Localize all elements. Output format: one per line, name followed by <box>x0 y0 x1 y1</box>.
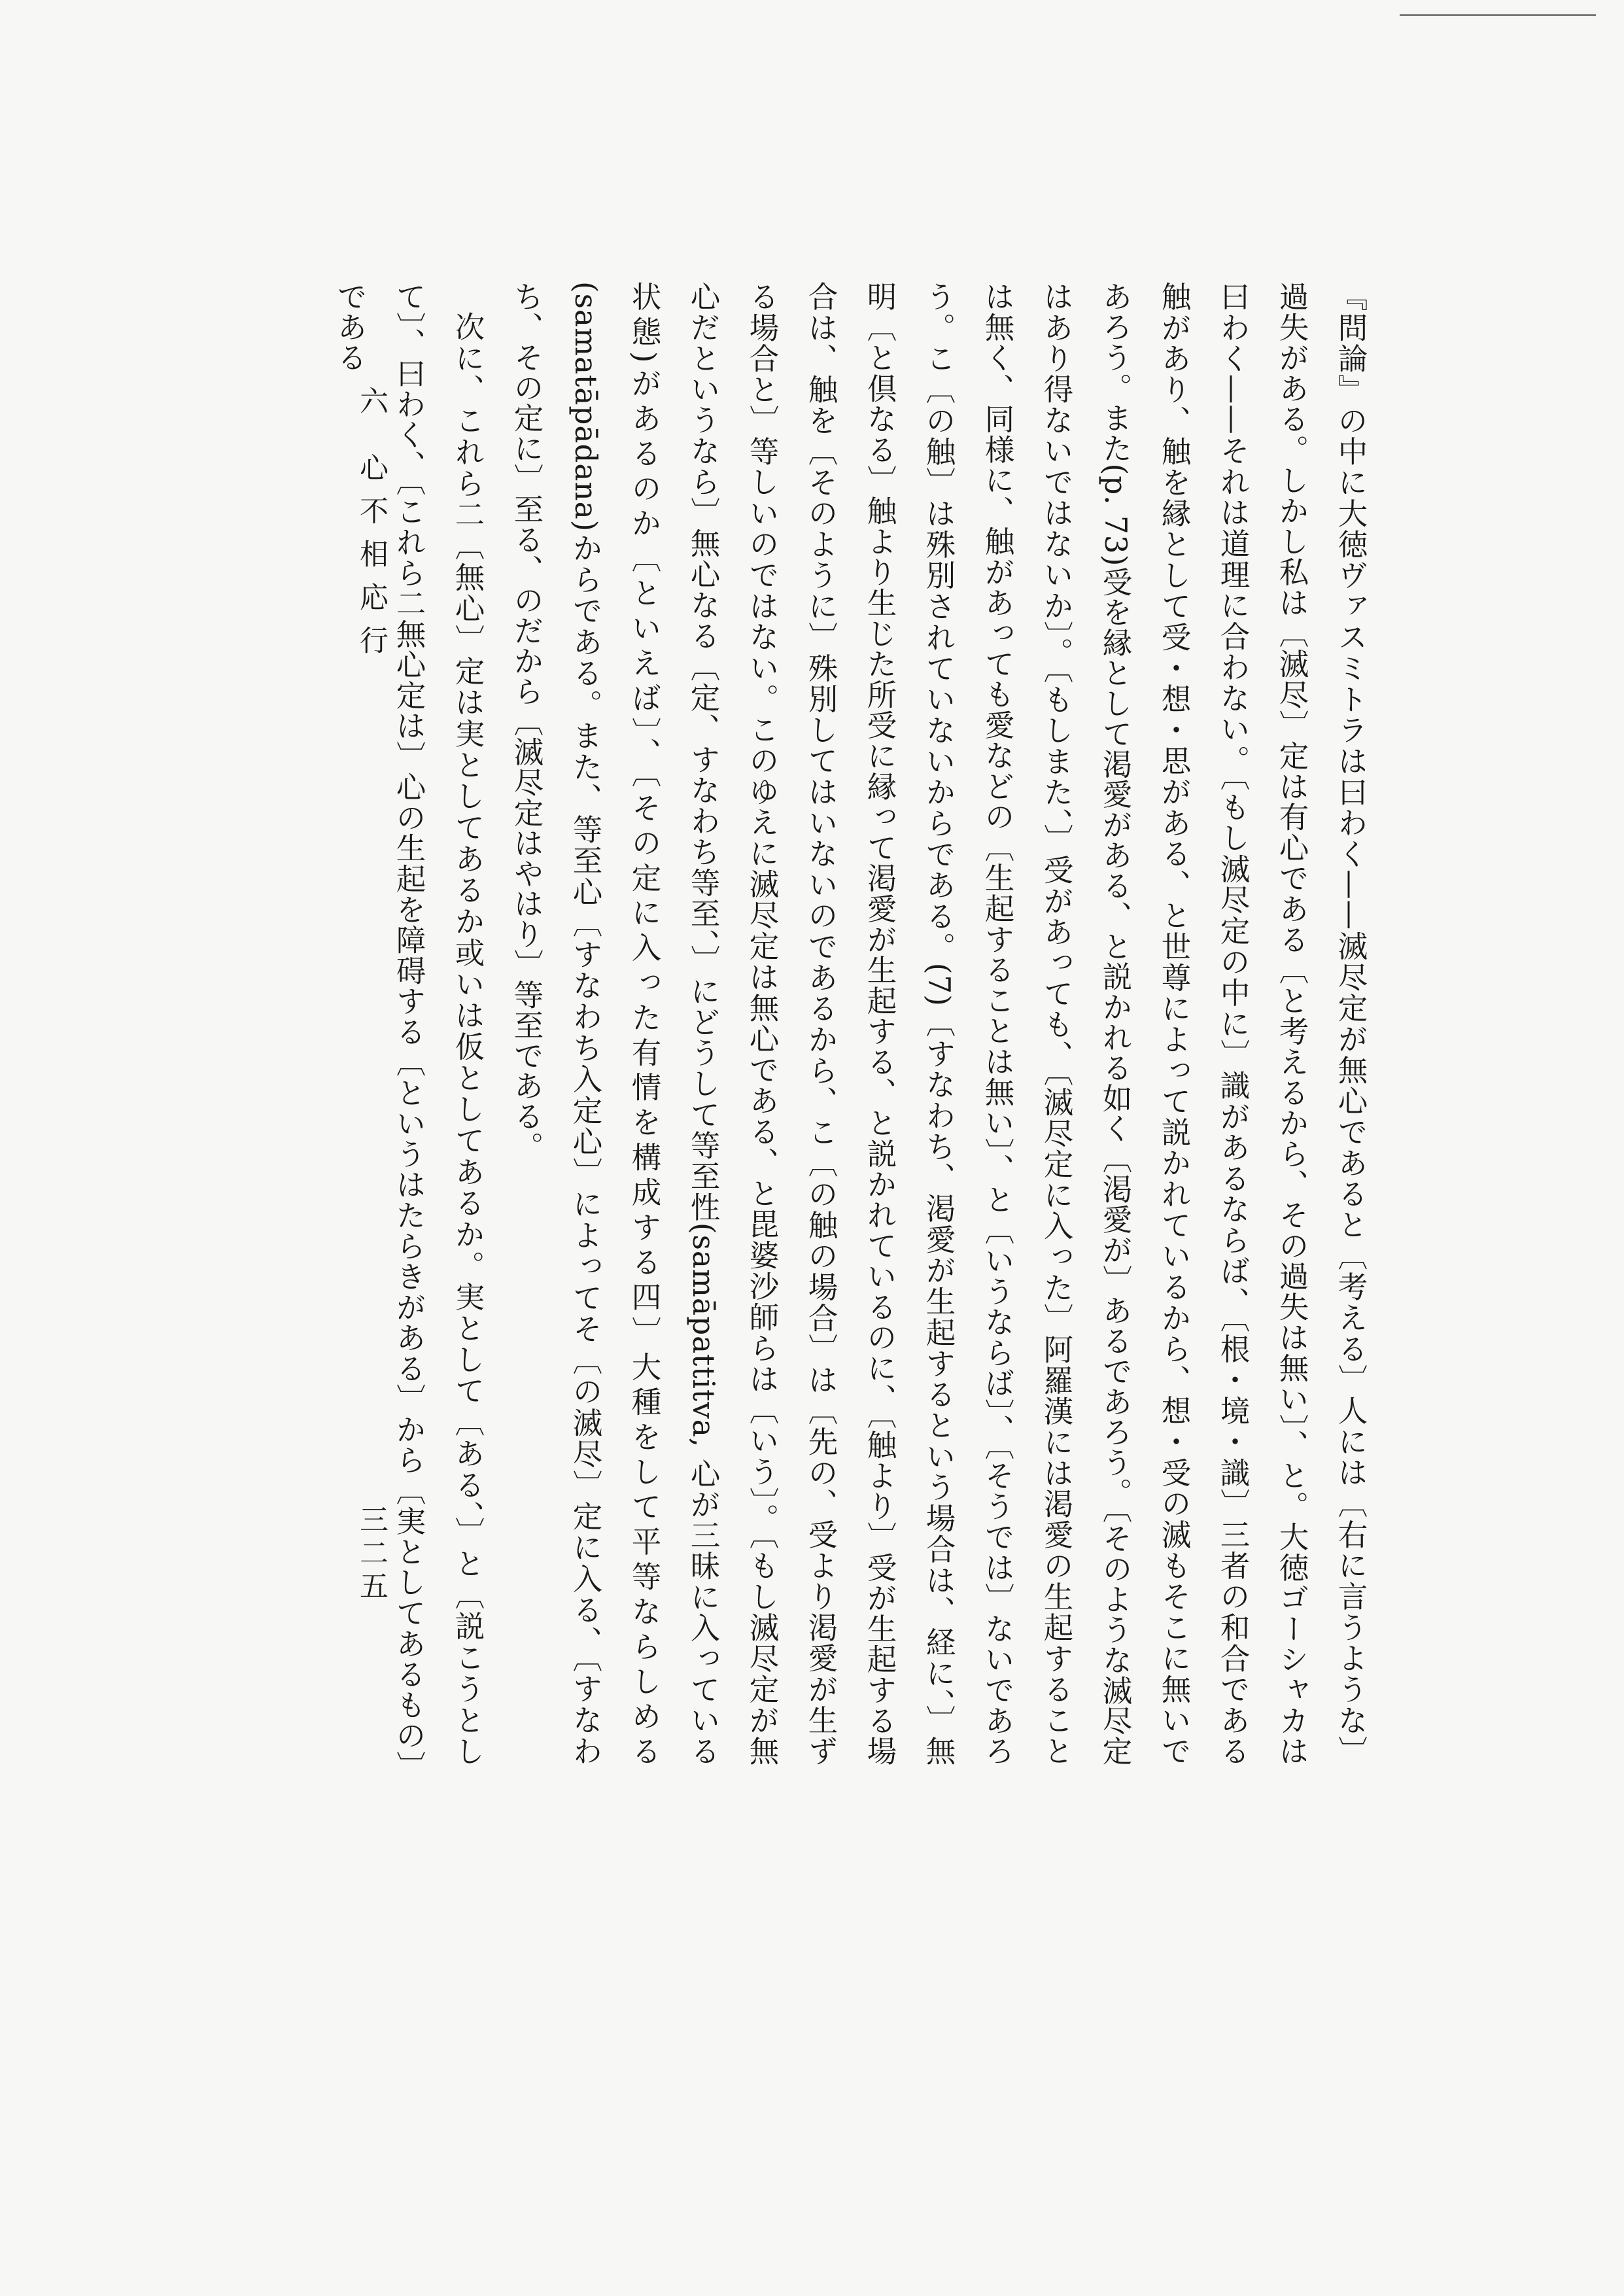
scan-rule-line <box>1400 14 1596 16</box>
page-number: 三二五 <box>354 1505 388 1604</box>
paragraph-2: 次に、これら二〔無心〕定は実としてあるか或いは仮としてあるか。実として〔ある、〕と〔説こうとして〕、曰わく、〔これら二無心定は〕心の生起を障碍する〔というはたらきがある〕から〔実としてあるもの〕である <box>333 281 485 1766</box>
running-head: 六 心不相応行 <box>354 386 388 669</box>
paragraph-1: 『問論』の中に大徳ヴァスミトラは曰わく——滅尽定が無心であると〔考える〕人には〔右に言うような〕過失がある。しかし私は〔滅尽〕定は有心である〔と考えるから、その過失は無い〕、と。大徳ゴーシャカは曰わく——それは道理に合わない。〔もし滅尽定の中に〕識があるならば、〔根・境・識〕三者の和合である触があり、触を縁として受・想・思がある、と世尊によって説かれているから、想・受の滅もそこに無いであろう。また(p. 73)受を縁として渇愛がある、と説かれる如く〔渇愛が〕あるであろう。〔そのような滅尽定はあり得ないではないか〕。〔もしまた、〕受があっても、〔滅尽定に入った〕阿羅漢には渇愛の生起することは無く、同様に、触があっても愛などの〔生起することは無い〕、と〔いうならば〕、〔そうでは〕ないであろう。こ〔の触〕は殊別されていないからである。(7)〔すなわち、渇愛が生起するという場合は、経に、〕無明〔と倶なる〕触より生じた所受に縁って渇愛が生起する、と説かれているのに、〔触より〕受が生起する場合は、触を〔そのように〕殊別してはいないのであるから、こ〔の触の場合〕は〔先の、受より渇愛が生ずる場合と〕等しいのではない。このゆえに滅尽定は無心である、と毘婆沙師らは〔いう〕。〔もし滅尽定が無心だというなら〕無心なる〔定、すなわち等至、〕にどうして等至性(samāpattitva, 心が三昧に入っている状態)があるのか〔といえば〕、〔その定に入った有情を構成する四〕大種をして平等ならしめる(samatāpādana)からである。また、等至心〔すなわち入定心〕によってそ〔の滅尽〕定に入る、〔すなわち、その定に〕至る、のだから〔滅尽定はやはり〕等至である。 <box>510 281 1368 1766</box>
